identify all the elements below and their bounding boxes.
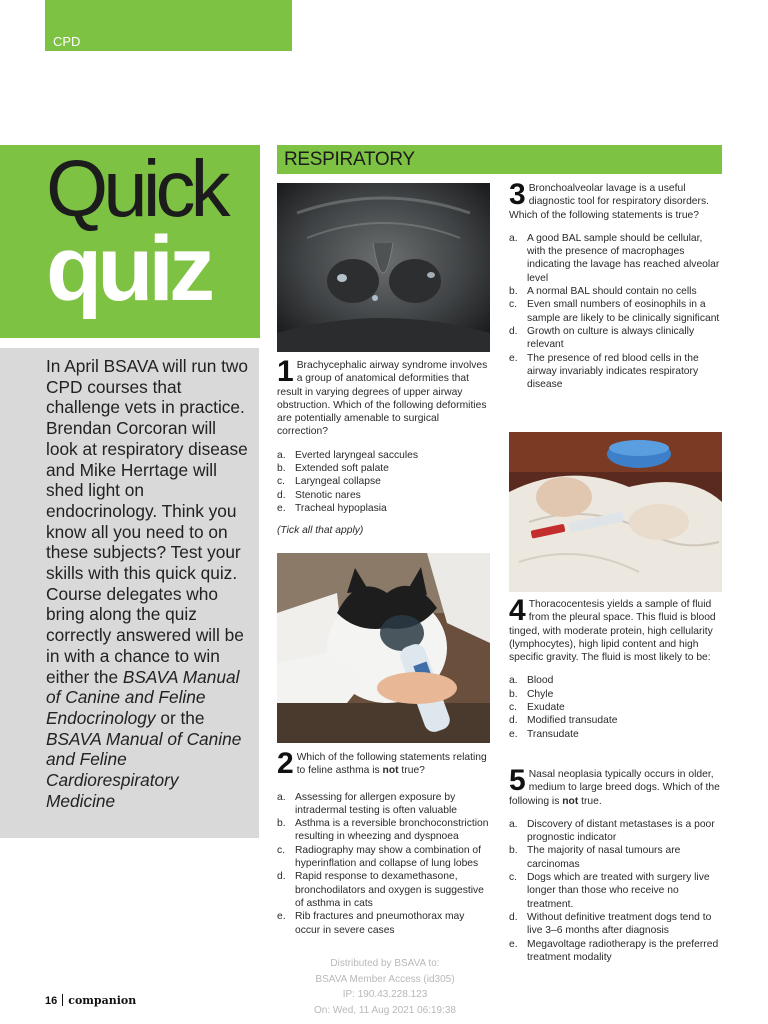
cat-inhaler-photo (277, 553, 490, 743)
page-footer (45, 994, 136, 1007)
intro-paragraph (46, 356, 251, 811)
watermark-line: On: Wed, 11 Aug 2021 06:19:38 (314, 1004, 456, 1016)
option-text: Even small numbers of eosinophils in a sample are likely to be clinically significant (527, 299, 720, 324)
option-list (509, 232, 723, 392)
option-text: Chyle (527, 688, 554, 700)
option-item[interactable] (509, 818, 723, 845)
question-number: 3 (509, 178, 526, 211)
option-letter: b. (277, 818, 286, 830)
option-list (509, 818, 723, 964)
option-letter: a. (277, 449, 286, 461)
option-text: Growth on culture is always clinically relevant (527, 325, 695, 351)
option-item[interactable] (509, 701, 723, 714)
option-item[interactable] (277, 502, 491, 515)
option-text: Rapid response to dexamethasone, bronchodilators and oxygen is suggestive of asthma in cats (295, 871, 484, 909)
book-title-cardiorespiratory: BSAVA Manual of Canine and Feline Cardiorespiratory Medicine (46, 728, 242, 811)
option-text: Blood (527, 675, 554, 687)
option-list (277, 791, 491, 937)
section-title: RESPIRATORY (284, 149, 415, 170)
option-list (509, 674, 723, 740)
title-block (0, 145, 260, 338)
option-letter: c. (277, 476, 286, 488)
option-letter: c. (277, 844, 286, 856)
option-text: Radiography may show a combination of hyperinflation and collapse of lung lobes (295, 844, 482, 870)
option-letter: e. (509, 938, 518, 950)
watermark-line: IP: 190.43.228.123 (342, 989, 428, 1000)
watermark-line: BSAVA Member Access (id305) (315, 973, 455, 985)
option-text: Asthma is a reversible bronchoconstriction resulting in wheezing and dyspnoea (295, 818, 489, 843)
option-item[interactable] (509, 674, 723, 687)
question-text: Thoracocentesis yields a sample of fluid from the pleural space. This fluid is blood tinged, with moderate protein, high cellularity (lymphocytes), high lipid content and high specific gravity. The fluid is most likely to be: (509, 599, 716, 664)
option-letter: b. (277, 463, 286, 475)
magazine-name: companion (68, 994, 137, 1007)
page-number: 16 (45, 995, 58, 1007)
option-letter: d. (509, 911, 518, 923)
option-item[interactable] (277, 817, 491, 844)
option-item[interactable] (277, 475, 491, 488)
option-item[interactable] (509, 844, 723, 871)
option-item[interactable] (277, 870, 491, 910)
question-number: 4 (509, 594, 526, 627)
option-item[interactable] (277, 910, 491, 937)
option-text: A good BAL sample should be cellular, with the presence of macrophages indicating the lavage has reached alveolar level (527, 232, 720, 284)
option-letter: e. (277, 502, 286, 514)
intro-text-connector: or the (155, 707, 205, 728)
option-letter: d. (277, 871, 286, 883)
option-letter: a. (509, 818, 518, 830)
option-text: Rib fractures and pneumothorax may occur in severe cases (295, 911, 465, 936)
title-line2: quiz (46, 218, 210, 320)
option-letter: c. (509, 872, 518, 884)
option-text: Exudate (527, 702, 565, 714)
option-text: Transudate (527, 728, 579, 740)
option-text: A normal BAL should contain no cells (527, 286, 697, 298)
title-line1: Quick (46, 145, 226, 233)
option-letter: a. (509, 232, 518, 244)
distribution-watermark (280, 956, 490, 1018)
footer-divider (62, 994, 63, 1006)
option-text: Laryngeal collapse (295, 476, 381, 488)
section-header (277, 145, 722, 174)
option-letter: b. (509, 688, 518, 700)
option-text: Tracheal hypoplasia (295, 502, 387, 514)
option-text: Dogs which are treated with surgery live longer than those who receive no treatment. (527, 872, 710, 910)
question-text-start: Nasal neoplasia typically occurs in older, medium to large breed dogs. Which of the following is (509, 769, 720, 807)
option-item[interactable] (509, 285, 723, 298)
question-4 (509, 594, 723, 741)
question-emphasis: not (382, 765, 399, 777)
question-text (509, 764, 723, 808)
watermark-line: Distributed by BSAVA to: (330, 958, 440, 969)
option-item[interactable] (509, 325, 723, 352)
option-letter: e. (509, 352, 518, 364)
option-letter: e. (277, 911, 286, 923)
question-1 (277, 355, 491, 538)
option-letter: e. (509, 728, 518, 740)
option-letter: d. (509, 715, 518, 727)
option-letter: d. (509, 325, 518, 337)
option-text: Everted laryngeal saccules (295, 449, 419, 461)
option-item[interactable] (277, 449, 491, 462)
option-item[interactable] (509, 938, 723, 965)
option-text: The majority of nasal tumours are carcinomas (527, 845, 681, 870)
option-text: Discovery of distant metastases is a poor prognostic indicator (527, 818, 715, 844)
option-text: Extended soft palate (295, 463, 389, 475)
option-letter: b. (509, 286, 518, 298)
intro-block (0, 348, 259, 838)
option-letter: a. (277, 791, 286, 803)
option-item[interactable] (277, 791, 491, 818)
question-text-start: Which of the following statements relating to feline asthma is (296, 752, 487, 777)
question-text (277, 747, 491, 780)
option-item[interactable] (509, 871, 723, 911)
option-item[interactable] (509, 352, 723, 392)
option-text: Megavoltage radiotherapy is the preferred treatment modality (527, 938, 719, 963)
question-note: (Tick all that apply) (277, 525, 364, 537)
book-title-endocrinology: BSAVA Manual of Canine and Feline Endocrinology (46, 666, 240, 728)
option-item[interactable] (509, 688, 723, 701)
option-list (277, 449, 491, 515)
option-item[interactable] (509, 232, 723, 285)
question-text: Bronchoalveolar lavage is a useful diagnostic tool for respiratory disorders. Which of the following statements is true? (509, 183, 709, 221)
option-item[interactable] (509, 714, 723, 727)
option-text: Stenotic nares (295, 489, 361, 501)
option-letter: b. (509, 845, 518, 857)
question-number: 2 (277, 747, 294, 780)
option-item[interactable] (509, 298, 723, 325)
thoracocentesis-photo (509, 432, 722, 592)
question-text-end: true. (578, 795, 602, 807)
option-item[interactable] (277, 489, 491, 502)
option-item[interactable] (509, 728, 723, 741)
option-item[interactable] (509, 911, 723, 938)
option-item[interactable] (277, 844, 491, 871)
option-letter: c. (509, 702, 518, 714)
larynx-photo (277, 183, 490, 352)
option-text: Assessing for allergen exposure by intradermal testing is often valuable (295, 791, 457, 816)
question-5 (509, 764, 723, 964)
option-text: The presence of red blood cells in the airway invariably indicates respiratory disease (527, 352, 699, 391)
question-text: Brachycephalic airway syndrome involves a group of anatomical deformities that result in varying degrees of upper airway obstruction. Which of the following deformities are potentially amenable to surgical correction? (277, 360, 488, 438)
question-number: 1 (277, 355, 294, 388)
option-item[interactable] (277, 462, 491, 475)
option-letter: c. (509, 299, 518, 311)
section-tab (45, 0, 292, 51)
option-text: Modified transudate (527, 715, 618, 727)
option-letter: d. (277, 489, 286, 501)
option-letter: a. (509, 675, 518, 687)
question-2 (277, 747, 491, 937)
question-text-end: true? (398, 765, 425, 777)
question-number: 5 (509, 764, 526, 797)
section-tab-label: CPD (53, 34, 81, 49)
question-emphasis: not (562, 795, 579, 807)
question-3 (509, 178, 723, 391)
intro-text: In April BSAVA will run two CPD courses that challenge vets in practice. Brendan Corcoran will look at respiratory disease and Mike Herrtage will shed light on endocrinology. Think you know all you need to on these subjects? Test your skills with this quick quiz. Course delegates who bring along the quiz correctly answered will be in with a chance to win either the (46, 356, 249, 687)
option-text: Without definitive treatment dogs tend to live 3–6 months after diagnosis (527, 911, 712, 937)
